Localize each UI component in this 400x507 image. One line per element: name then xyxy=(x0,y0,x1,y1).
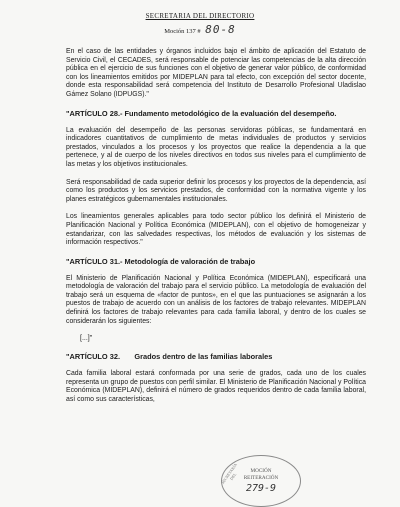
document-header xyxy=(0,12,400,38)
header-title: SECRETARIA DEL DIRECTORIO xyxy=(145,12,255,20)
stamp-line-motion: MOCIÓN xyxy=(250,468,272,474)
document-body xyxy=(66,48,366,414)
paragraph: En el caso de las entidades y órganos incluidos bajo el ámbito de aplicación del Estatuto de Servicio Civil, el CECADES, será responsable de potenciar las competencias de la alta dirección pública en el ejercicio de sus funciones con el objetivo de generar valor público, de conformidad con los lineamientos emitidos por MIDEPLAN para tal efecto, con excepción del sector docente, donde esta responsabilidad será competencia del Instituto de Desarrollo Profesional Uladislao Gámez Solano (IDPUGS)." xyxy=(66,48,366,98)
article-31-heading: "ARTÍCULO 31.- Metodología de valoración de trabajo xyxy=(66,256,256,266)
paragraph: Será responsabilidad de cada superior definir los procesos y los proyectos de la dependencia, así como los productos y los servicios prestados, de conformidad con la normativa vigente y los planes estratégicos gubernamentales institucionales. xyxy=(66,178,366,203)
stamp-arc-text: SECRETARÍA DEL xyxy=(219,462,238,485)
motion-number: 80-8 xyxy=(205,23,236,36)
paragraph: Cada familia laboral estará conformada por una serie de grados, cada uno de los cuales representa un grupo de puestos con perfil similar. El Ministerio de Planificación Nacional y Política Económica (MIDEPLAN), definirá el número de grados requeridos dentro de cada familia laboral, así como sus características, xyxy=(66,370,366,404)
article-28-heading: "ARTÍCULO 28.- Fundamento metodológico de la evaluación del desempeño. xyxy=(66,108,337,118)
omission-mark: [...]" xyxy=(80,335,93,343)
article-32-heading: "ARTÍCULO 32. Grados dentro de las familias laborales xyxy=(66,352,273,362)
secretary-stamp xyxy=(221,455,301,507)
stamp-number: 279-9 xyxy=(245,483,277,494)
stamp-line-reiteration: REITERACIÓN xyxy=(243,475,279,481)
paragraph: La evaluación del desempeño de las personas servidoras públicas, se fundamentará en indicadores cuantitativos de cumplimiento de metas individuales de productos y servicios prestados, vinculados a los procesos y los proyectos que realice la dependencia a la que pertenece, y al de cuerpo de los niveles directivos en todos sus niveles para el cumplimiento de las metas y los objetivos institucionales. xyxy=(66,126,366,168)
motion-label: Moción 137 # xyxy=(164,28,201,35)
motion-reference xyxy=(164,23,236,36)
paragraph: El Ministerio de Planificación Nacional y Política Económica (MIDEPLAN), especificará una metodología de valoración del trabajo para el servicio público. La metodología de evaluación del trabajo será un esquema de «factor de puntos», en el que las puntuaciones se asignarán a los puestos de trabajo de acuerdo con un análisis de los factores de trabajo relevantes. MIDEPLAN definirá los factores de trabajo relevantes para cada familia laboral, y dentro de los cuales se considerarán los siguientes: xyxy=(66,274,366,325)
paragraph: Los lineamientos generales aplicables para todo sector público los definirá el Ministerio de Planificación Nacional y Política Económica (MIDEPLAN), con el objetivo de homogeneizar y estandarizar, con las salvedades respectivas, los métodos de evaluación y los sistemas de información respectivos." xyxy=(66,213,366,247)
